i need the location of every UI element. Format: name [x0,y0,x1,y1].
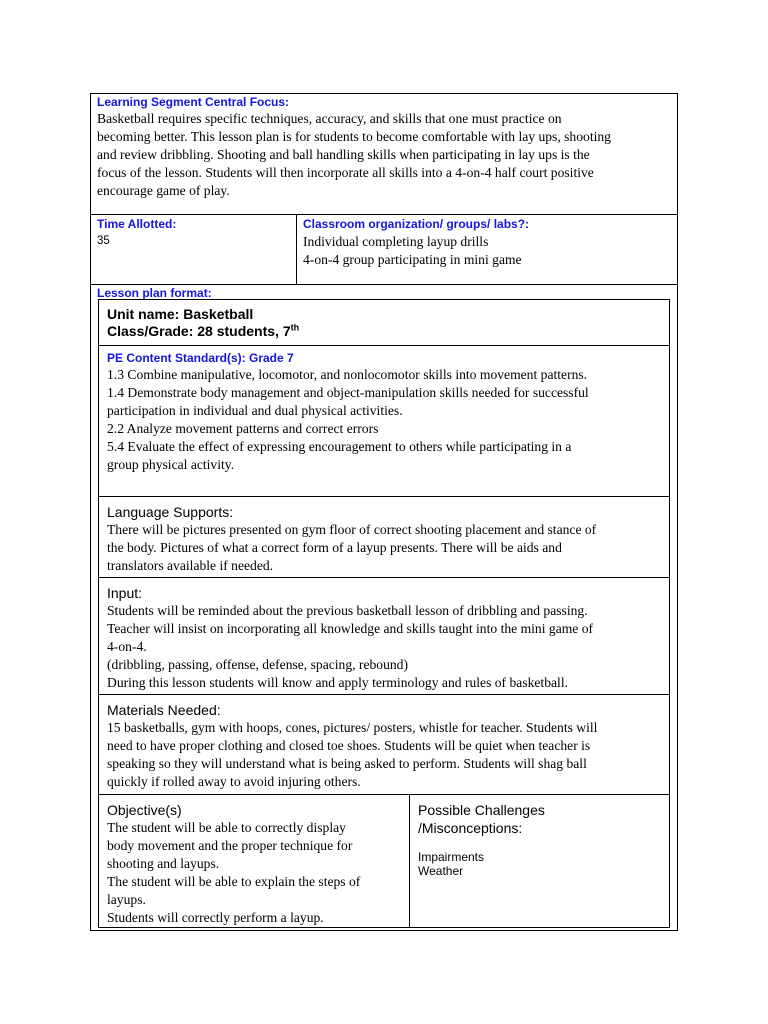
input-line: Students will be reminded about the previous basketball lesson of dribbling and passing. [107,603,588,618]
standard-line: group physical activity. [107,457,235,472]
materials-line: need to have proper clothing and closed toe shoes. Students will be quiet when teacher is [107,738,591,753]
objective-line: body movement and the proper technique for [107,838,353,853]
input-line: During this lesson students will know and apply terminology and rules of basketball. [107,675,568,690]
materials-heading: Materials Needed: [107,702,221,718]
central-focus-line: focus of the lesson. Students will then incorporate all skills into a 4-on-4 half court positive [97,165,594,180]
objective-line: shooting and layups. [107,856,220,871]
language-supports-line: translators available if needed. [107,558,274,573]
challenges-box [409,794,670,928]
classroom-organization-line: 4-on-4 group participating in mini game [303,252,522,267]
divider [296,214,297,284]
standard-line: 1.3 Combine manipulative, locomotor, and nonlocomotor skills into movement patterns. [107,367,588,382]
standard-line: 2.2 Analyze movement patterns and correct errors [107,421,379,436]
challenges-heading-line: Possible Challenges [418,802,545,818]
objectives-box [98,794,410,928]
class-grade [107,323,299,340]
input-box [98,577,670,695]
materials-line: 15 basketballs, gym with hoops, cones, pictures/ posters, whistle for teacher. Students will [107,720,598,735]
materials-line: speaking so they will understand what is being asked to perform. Students will shag ball [107,756,587,771]
divider [90,284,678,285]
class-grade-text: Class/Grade: 28 students, 7 [107,323,291,339]
standard-line: participation in individual and dual physical activities. [107,403,403,418]
divider [90,214,678,215]
central-focus-line: encourage game of play. [97,183,230,198]
time-allotted-section [97,217,287,248]
language-supports-box [98,496,670,578]
language-supports-line: the body. Pictures of what a correct form of a layup presents. There will be aids and [107,540,562,555]
time-allotted-heading: Time Allotted: [97,217,177,231]
challenge-item: Weather [418,864,464,878]
standard-line: 1.4 Demonstrate body management and object-manipulation skills needed for successful [107,385,589,400]
central-focus-line: becoming better. This lesson plan is for students to become comfortable with lay ups, shooting [97,129,611,144]
central-focus-line: Basketball requires specific techniques, accuracy, and skills that one must practice on [97,111,562,126]
time-allotted-value: 35 [97,235,110,247]
materials-box [98,694,670,795]
objective-line: layups. [107,892,146,907]
challenge-item: Impairments [418,850,485,864]
objective-line: The student will be able to explain the steps of [107,874,361,889]
input-line: 4-on-4. [107,639,147,654]
central-focus-line: and review dribbling. Shooting and ball handling skills when participating in lay ups is the [97,147,590,162]
input-heading: Input: [107,585,143,601]
central-focus-heading: Learning Segment Central Focus: [97,95,290,109]
classroom-organization-line: Individual completing layup drills [303,234,489,249]
objective-line: The student will be able to correctly display [107,820,346,835]
materials-line: quickly if rolled away to avoid injuring others. [107,774,361,789]
language-supports-heading: Language Supports: [107,504,234,520]
standards-heading: PE Content Standard(s): Grade 7 [107,351,294,365]
lesson-plan-format-section [97,286,397,300]
language-supports-line: There will be pictures presented on gym floor of correct shooting placement and stance of [107,522,597,537]
input-line: Teacher will insist on incorporating all knowledge and skills taught into the mini game of [107,621,594,636]
class-grade-suffix: th [290,322,300,333]
classroom-organization-section [303,217,673,269]
objective-line: Students will correctly perform a layup. [107,910,324,925]
challenges-heading-line: /Misconceptions: [418,820,523,836]
standards-box [98,345,670,497]
unit-name: Unit name: Basketball [107,306,254,322]
objectives-heading: Objective(s) [107,802,182,818]
standard-line: 5.4 Evaluate the effect of expressing encouragement to others while participating in a [107,439,572,454]
input-line: (dribbling, passing, offense, defense, spacing, rebound) [107,657,409,672]
lesson-plan-format-heading: Lesson plan format: [97,286,212,300]
classroom-organization-heading: Classroom organization/ groups/ labs?: [303,217,530,231]
central-focus-section [97,95,672,200]
unit-box [98,299,670,346]
